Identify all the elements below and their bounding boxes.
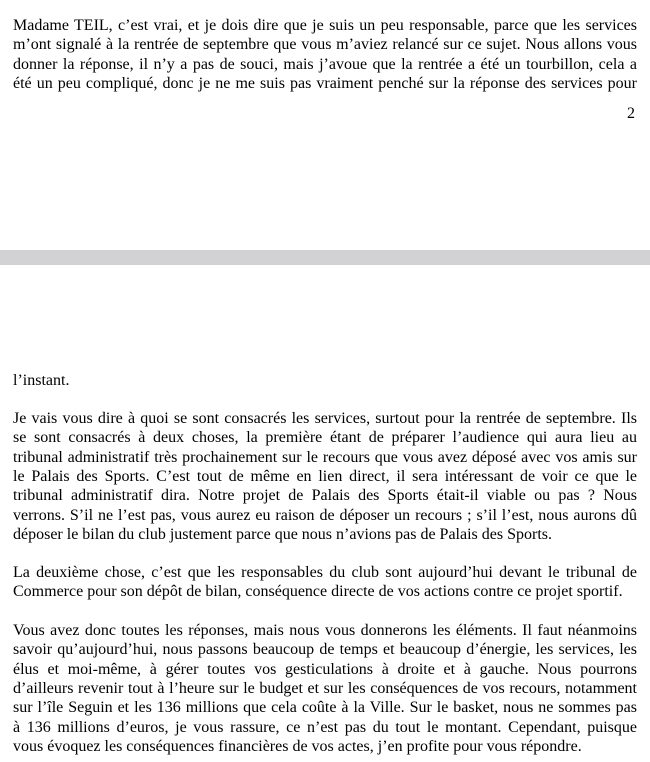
text-line: tribunal administratif très prochainement sur le recours que vous avez déposé avec vos amis sur — [13, 448, 637, 466]
text-line: Je vais vous dire à quoi se sont consacrés les services, surtout pour la rentrée de septembre. Ils — [13, 410, 637, 427]
paragraph — [13, 563, 637, 602]
text-line: à 136 millions d’euros, je vous rassure, ce n’est pas du tout le montant. Cependant, puisque — [13, 718, 637, 736]
text-line: se sont consacrés à deux choses, la première étant de préparer l’audience qui aura lieu au — [13, 429, 637, 447]
text-line: savoir qu’aujourd’hui, nous passons beaucoup de temps et beaucoup d’énergie, les services, les — [13, 641, 637, 659]
text-line: le Palais des Sports. C’est tout de même en lien direct, il sera intéressant de voir ce que le — [13, 467, 637, 485]
text-line: Vous avez donc toutes les réponses, mais nous vous donnerons les éléments. Il faut néanmoins — [13, 622, 637, 639]
page-1-bottom — [0, 0, 650, 250]
text-line: d’ailleurs revenir tout à l’heure sur le budget et sur les conséquences de vos recours, notamment — [13, 679, 637, 697]
text-line: élus et moi-même, à gérer toutes vos gesticulations à droite et à gauche. Nous pourrons — [13, 660, 637, 678]
text-line: l’instant. — [13, 372, 70, 389]
paragraph — [13, 409, 637, 544]
text-line: été un peu compliqué, donc je ne me suis pas vraiment penché sur la réponse des services pour — [13, 74, 637, 92]
text-line: La deuxième chose, c’est que les responsables du club sont aujourd’hui devant le tribunal de — [13, 564, 637, 581]
text-line: vous évoquez les conséquences financières de vos actes, j’en profite pour vous répondre. — [13, 737, 582, 755]
text-line: tribunal administratif dira. Notre projet de Palais des Sports était-il viable ou pas ? Nous — [13, 487, 637, 505]
paragraph — [13, 621, 637, 756]
text-line: donner la réponse, il n’y a pas de souci, mais j’avoue que la rentrée a été un tourbillon, cela a — [13, 55, 637, 73]
page-number: 2 — [627, 105, 635, 122]
paragraph — [13, 16, 637, 93]
text-line: Commerce pour son dépôt de bilan, conséquence directe de vos actions contre ce projet sportif. — [13, 583, 623, 601]
text-line: déposer le bilan du club justement parce que nous n’avions pas de Palais des Sports. — [13, 525, 552, 543]
page-2-top — [0, 265, 650, 762]
paragraph-continuation — [13, 371, 637, 390]
text-line: verrons. S’il ne l’est pas, vous aurez eu raison de déposer un recours ; s’il l’est, nous aurons dû — [13, 506, 637, 524]
text-line: Madame TEIL, c’est vrai, et je dois dire que je suis un peu responsable, parce que les services — [13, 17, 637, 34]
text-line: m’ont signalé à la rentrée de septembre que vous m’aviez relancé sur ce sujet. Nous allons vous — [13, 36, 637, 54]
text-line: sur l’île Seguin et les 136 millions que cela coûte à la Ville. Sur le basket, nous ne sommes pas — [13, 699, 637, 717]
page-separator — [0, 250, 650, 265]
